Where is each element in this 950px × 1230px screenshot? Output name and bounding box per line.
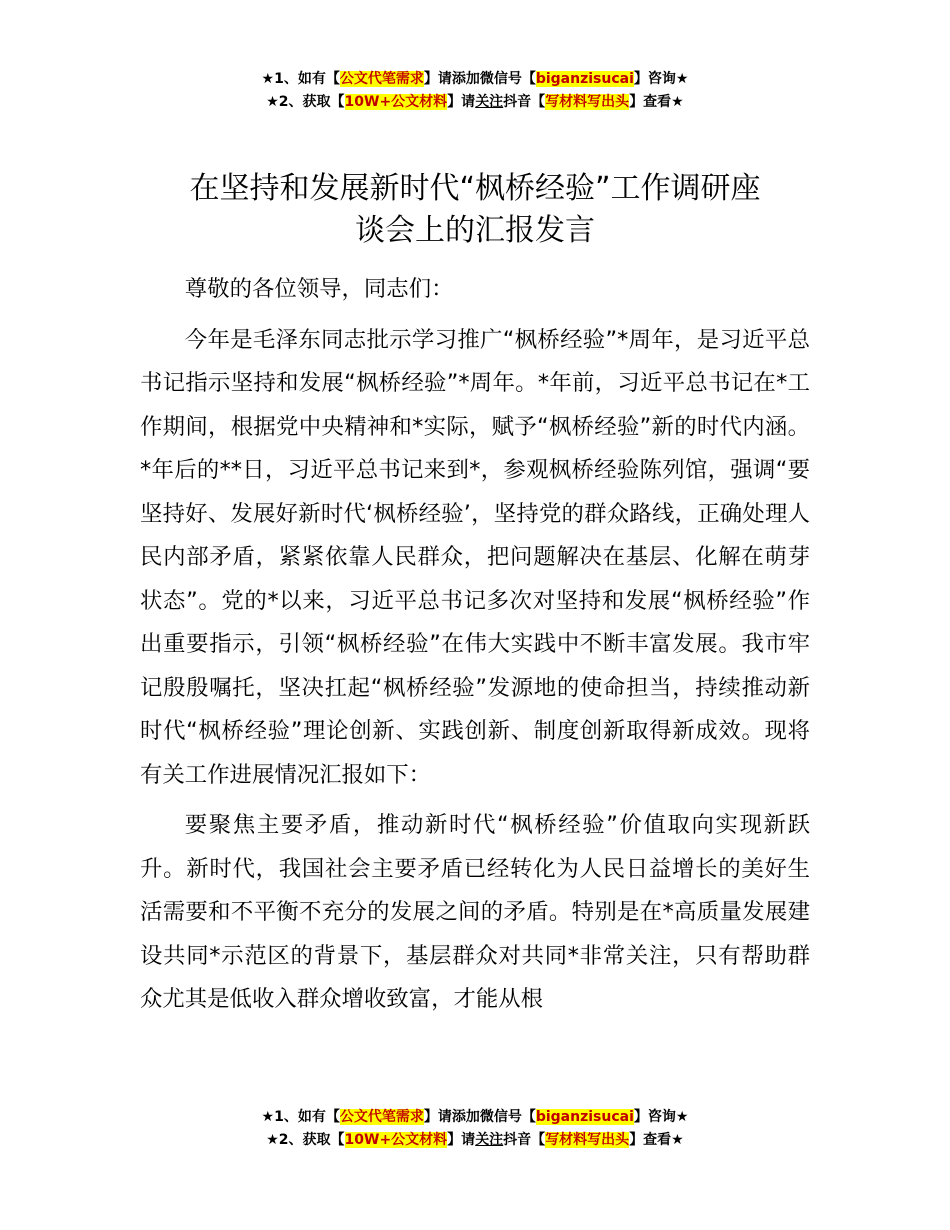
promo-highlight: 写材料写出头 xyxy=(545,94,630,110)
promo-text: ★2、获取【 xyxy=(266,94,345,110)
promo-line-1 xyxy=(0,68,950,91)
promo-highlight: 写材料写出头 xyxy=(545,1132,630,1148)
promo-text: 】咨询★ xyxy=(633,71,689,87)
document-body xyxy=(140,268,810,1022)
promo-text: 抖音【 xyxy=(503,1132,546,1148)
promo-text: 】请 xyxy=(447,94,476,110)
salutation: 尊敬的各位领导，同志们： xyxy=(184,276,454,302)
promo-header xyxy=(0,68,950,114)
promo-text: 】请添加微信号【 xyxy=(423,71,536,87)
promo-highlight-wechat: biganzisucai xyxy=(535,1109,634,1125)
body-paragraph: 今年是毛泽东同志批示学习推广“枫桥经验”*周年，是习近平总书记指示坚持和发展“枫桥经验”*周年。*年前，习近平总书记在*工作期间，根据党中央精神和*实际，赋予“枫桥经验”新的时代内涵。*年后的**日，习近平总书记来到*，参观枫桥经验陈列馆，强调“要坚持好、发展好新时代‘枫桥经验’，坚持党的群众路线，正确处理人民内部矛盾，紧紧依靠人民群众，把问题解决在基层、化解在萌芽状态”。党的*以来，习近平总书记多次对坚持和发展“枫桥经验”作出重要指示，引领“枫桥经验”在伟大实践中不断丰富发展。我市牢记殷殷嘱托，坚决扛起“枫桥经验”发源地的使命担当，持续推动新时代“枫桥经验”理论创新、实践创新、制度创新取得新成效。现将有关工作进展情况汇报如下： xyxy=(140,326,810,788)
promo-text: 】请 xyxy=(447,1132,476,1148)
promo-text: 】咨询★ xyxy=(633,1109,689,1125)
promo-footer xyxy=(0,1106,950,1152)
promo-underline: 关注 xyxy=(475,94,504,110)
promo-highlight: 10W+公文材料 xyxy=(344,1132,448,1148)
promo-text: ★1、如有【 xyxy=(261,71,340,87)
promo-text: 抖音【 xyxy=(503,94,546,110)
promo-text: 】请添加微信号【 xyxy=(423,1109,536,1125)
promo-text: 】查看★ xyxy=(629,94,684,110)
title-line-1: 在坚持和发展新时代“枫桥经验”工作调研座 xyxy=(189,171,761,206)
promo-underline: 关注 xyxy=(475,1132,504,1148)
promo-text: 】查看★ xyxy=(629,1132,684,1148)
promo-line-2 xyxy=(0,1129,950,1152)
title-line-2: 谈会上的汇报发言 xyxy=(355,213,595,248)
body-paragraph: 要聚焦主要矛盾，推动新时代“枫桥经验”价值取向实现新跃升。新时代，我国社会主要矛盾已经转化为人民日益增长的美好生活需要和不平衡不充分的发展之间的矛盾。特别是在*高质量发展建设共同*示范区的背景下，基层群众对共同*非常关注，只有帮助群众尤其是低收入群众增收致富，才能从根 xyxy=(140,812,810,1012)
promo-line-1 xyxy=(0,1106,950,1129)
promo-line-2 xyxy=(0,91,950,114)
promo-highlight: 10W+公文材料 xyxy=(344,94,448,110)
promo-highlight: 公文代笔需求 xyxy=(339,71,424,87)
document-title xyxy=(140,168,810,252)
promo-text: ★1、如有【 xyxy=(261,1109,340,1125)
promo-highlight-wechat: biganzisucai xyxy=(535,71,634,87)
promo-highlight: 公文代笔需求 xyxy=(339,1109,424,1125)
promo-text: ★2、获取【 xyxy=(266,1132,345,1148)
